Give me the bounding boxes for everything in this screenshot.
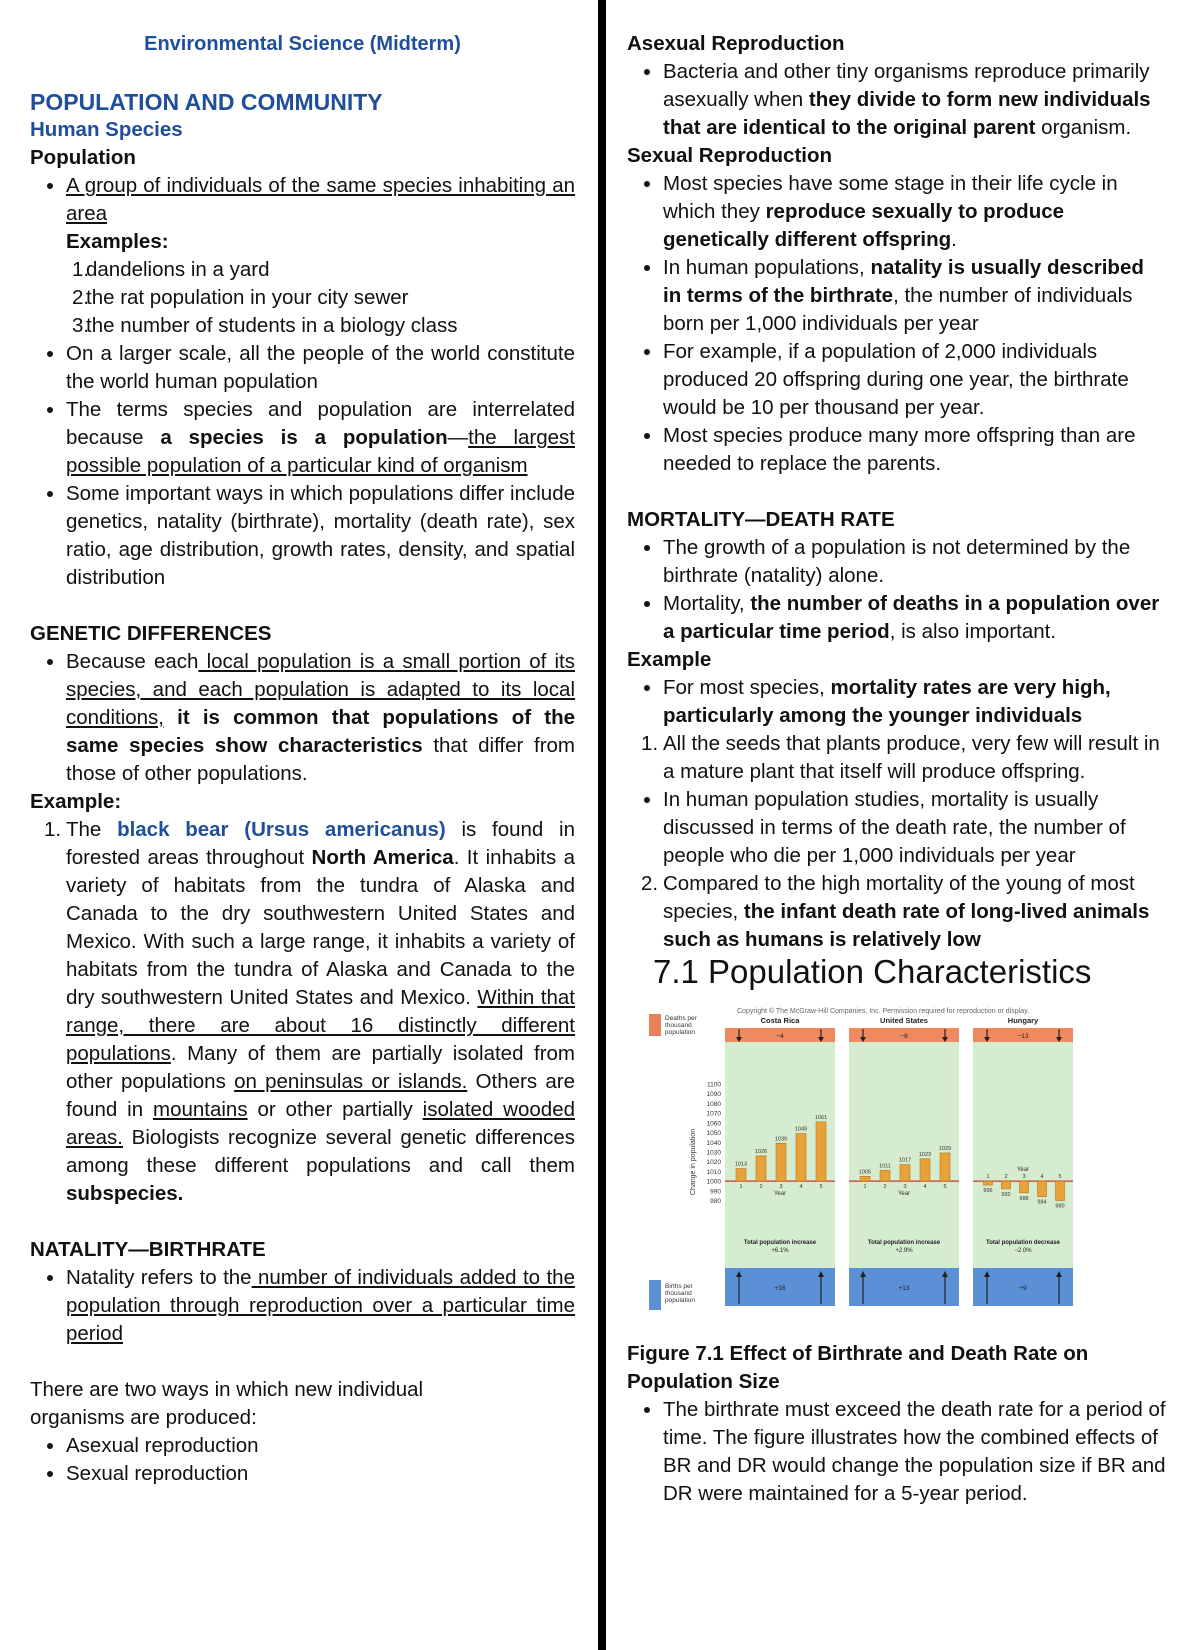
x-tick-label: 2 [883,1184,887,1191]
bar [940,1153,950,1181]
column-divider [598,0,606,1650]
deaths-value: −4 [776,1033,784,1040]
x-tick-label: 3 [779,1184,783,1191]
y-axis-label: Change in population [690,1128,697,1196]
bar [776,1143,786,1181]
list-item: • The growth of a population is not determined by the birthrate (natality) alone. [663,534,1167,590]
births-value: +16 [774,1285,786,1292]
genetic-bullets [30,648,575,788]
heading-natality: NATALITY—BIRTHRATE [30,1238,266,1261]
bar [900,1165,910,1182]
x-tick-label: 5 [943,1184,947,1191]
y-tick-label: 1020 [706,1159,721,1167]
mortality-example-bullets [627,674,1167,730]
y-tick-label: 1070 [706,1110,721,1118]
figure-caption: Figure 7.1 Effect of Birthrate and Death Rate on Population Size [627,1342,1089,1393]
bar [860,1176,870,1181]
list-item: • Some important ways in which populations differ include genetics, natality (birthrate), mortality (death rate), sex ratio, age distribution, growth rates, density, and spatial distribution [66,480,575,592]
x-axis-label: Year [897,1191,911,1198]
bar-value-label: 984 [1037,1199,1047,1206]
deaths-value: −8 [900,1033,908,1040]
x-tick-label: 3 [903,1184,907,1191]
list-item: 2. Compared to the high mortality of the young of most species, the infant death rate of long-lived animals such as humans is relatively low [641,872,1150,951]
list-item: • For most species, mortality rates are very high, particularly among the younger individuals [663,674,1167,730]
population-chart [647,1012,1065,1334]
deaths-legend-swatch [649,1014,661,1036]
list-item: • For example, if a population of 2,000 individuals produced 20 offspring during one year, the birthrate would be 10 per thousand per year. [663,338,1167,422]
deaths-legend-label: thousand [665,1022,692,1029]
bar-value-label: 988 [1019,1195,1029,1202]
country-label: Hungary [1007,1016,1039,1025]
list-item: 1. The black bear (Ursus americanus) is found in forested areas throughout North America. It inhabits a variety of habitats from the tundra of Alaska and Canada to the dry southwestern United States and Mexico. With such a large range, it inhabits a variety of habitats from the tundra of Alaska and Canada to the dry southwestern United States and Mexico. Within that range, there are about 16 distinctly different populations. Many of them are partially isolated from other populations on peninsulas or islands. Others are found in mountains or other partially isolated wooded areas. Biologists recognize several genetic differences among these different populations and call them subspecies. [44,818,576,1205]
figure-title: 7.1 Population Characteristics [653,953,1092,990]
bar-value-label: 980 [1055,1203,1065,1210]
x-tick-label: 1 [863,1184,867,1191]
x-tick-label: 2 [759,1184,763,1191]
examples-label: Examples: [66,230,169,253]
bar [796,1134,806,1182]
bar [1002,1181,1011,1189]
y-tick-label: 1100 [707,1081,721,1089]
natality-bullets [30,1264,575,1348]
x-tick-label: 2 [1004,1174,1008,1181]
list-item: • The birthrate must exceed the death rate for a period of time. The figure illustrates how the combined effects of BR and DR would change the population size if BR and DR were maintained for a 5-year period. [663,1396,1167,1508]
y-tick-label: 1090 [706,1091,721,1099]
bar-value-label: 1026 [754,1148,768,1155]
list-item: • A group of individuals of the same species inhabiting an area Examples: 1. dandelions in a yard 2. the rat population in your city sewer 3. the number of students in a biology class [66,172,575,340]
bar-value-label: 1029 [938,1145,952,1152]
list-item: • In human populations, natality is usually described in terms of the birthrate, the number of individuals born per 1,000 individuals per year [663,254,1167,338]
births-legend-label: Births per [665,1283,693,1290]
total-label: Total population increase [743,1240,817,1246]
reproduction-ways [30,1432,575,1488]
bar [920,1159,930,1181]
x-axis-label: Year [1016,1167,1030,1174]
list-item: • On a larger scale, all the people of the world constitute the world human population [66,340,575,396]
country-label: United States [880,1016,928,1025]
y-tick-label: 1010 [706,1168,721,1176]
births-value: +9 [1019,1285,1027,1292]
list-item: • In human population studies, mortality is usually discussed in terms of the death rate, the number of people who die per 1,000 individuals per year [663,786,1167,870]
heading-mortality: MORTALITY—DEATH RATE [627,508,895,531]
bar-value-label: 1023 [918,1151,932,1158]
x-tick-label: 4 [799,1184,803,1191]
births-legend-swatch [649,1280,661,1310]
bar-value-label: 1005 [858,1169,872,1176]
list-item: 2. the rat population in your city sewer [72,286,409,309]
right-column [627,30,1167,1508]
list-item: • Mortality, the number of deaths in a population over a particular time period, is also important. [663,590,1167,646]
list-item: 1. dandelions in a yard [72,258,270,281]
bar-value-label: 1017 [898,1157,912,1164]
example-label: Example: [30,790,122,813]
x-tick-label: 1 [739,1184,743,1191]
heading-population: Population [30,146,136,169]
births-legend-label: population [665,1297,695,1304]
heading-sexual: Sexual Reproduction [627,144,833,167]
bar-value-label: 1011 [879,1163,891,1170]
y-tick-label: 1080 [706,1100,721,1108]
list-item: • Most species produce many more offspring than are needed to replace the parents. [663,422,1167,478]
bar [1056,1181,1065,1200]
total-value: −2.0% [1014,1248,1032,1254]
deaths-value: −13 [1017,1033,1029,1040]
list-item: • The terms species and population are interrelated because a species is a population—the largest possible population of a particular kind of organism [66,396,575,480]
list-item: • Asexual reproduction [66,1432,575,1460]
x-tick-label: 1 [986,1174,990,1181]
bar [756,1156,766,1181]
bar [1038,1181,1047,1197]
population-bullets [30,172,575,592]
bar [880,1170,890,1181]
x-tick-label: 5 [819,1184,823,1191]
left-column [30,0,575,1488]
list-item: 3. the number of students in a biology class [72,314,458,337]
y-tick-label: 980 [710,1198,721,1206]
bar-value-label: 996 [983,1188,993,1195]
total-label: Total population decrease [986,1240,1060,1246]
asexual-bullets [627,58,1167,142]
y-tick-label: 1030 [706,1149,721,1157]
section-heading-population-community: POPULATION AND COMMUNITY [30,89,383,115]
country-label: Costa Rica [760,1016,800,1025]
x-tick-label: 4 [923,1184,927,1191]
y-tick-label: 1040 [706,1139,721,1147]
y-tick-label: 1000 [706,1178,721,1186]
bar-value-label: 1013 [734,1161,748,1168]
subheading-human-species: Human Species [30,118,183,141]
x-tick-label: 5 [1058,1174,1062,1181]
bar-value-label: 1061 [814,1114,828,1121]
bar-value-label: 1039 [774,1136,788,1143]
bar [736,1169,746,1182]
heading-asexual: Asexual Reproduction [627,32,845,55]
list-item: 1. All the seeds that plants produce, very few will result in a mature plant that itself will produce offspring. [641,732,1160,783]
list-item: • Most species have some stage in their life cycle in which they reproduce sexually to produce genetically different offspring. [663,170,1167,254]
sexual-bullets [627,170,1167,478]
total-label: Total population increase [867,1240,941,1246]
deaths-legend-label: Deaths per [665,1015,697,1022]
figure-bullets [627,1396,1167,1508]
heading-genetic-differences: GENETIC DIFFERENCES [30,622,272,645]
list-item: • Natality refers to the number of individuals added to the population through reproduction over a particular time period [66,1264,575,1348]
example-label: Example [627,648,712,671]
bar-value-label: 1049 [794,1126,808,1133]
bar [984,1181,993,1185]
total-value: +6.1% [771,1248,789,1254]
y-tick-label: 1060 [706,1120,721,1128]
x-axis-label: Year [773,1191,787,1198]
document-title: Environmental Science (Midterm) [144,33,461,55]
list-item: • Sexual reproduction [66,1460,575,1488]
deaths-legend-label: population [665,1029,695,1036]
births-value: +13 [898,1285,910,1292]
mortality-bullets-2 [627,786,1167,870]
y-tick-label: 990 [710,1188,721,1196]
total-value: +2.9% [895,1248,913,1254]
chart-panel [973,1028,1073,1268]
x-tick-label: 4 [1040,1174,1044,1181]
list-item: • Bacteria and other tiny organisms reproduce primarily asexually when they divide to form new individuals that are identical to the original parent organism. [663,58,1167,142]
list-item: • Because each local population is a small portion of its species, and each population is adapted to its local conditions, it is common that populations of the same species show characteristics that differ from those of other populations. [66,648,575,788]
bar [1020,1181,1029,1193]
mortality-bullets [627,534,1167,646]
bar [816,1122,826,1181]
y-tick-label: 1050 [706,1130,721,1138]
paragraph-two-ways: There are two ways in which new individual organisms are produced: [30,1378,424,1429]
figure-copyright: Copyright © The McGraw-Hill Companies, Inc. Permission required for reproduction or display. [737,1008,1030,1015]
bar-value-label: 992 [1001,1191,1011,1198]
x-tick-label: 3 [1022,1174,1026,1181]
births-legend-label: thousand [665,1290,692,1297]
